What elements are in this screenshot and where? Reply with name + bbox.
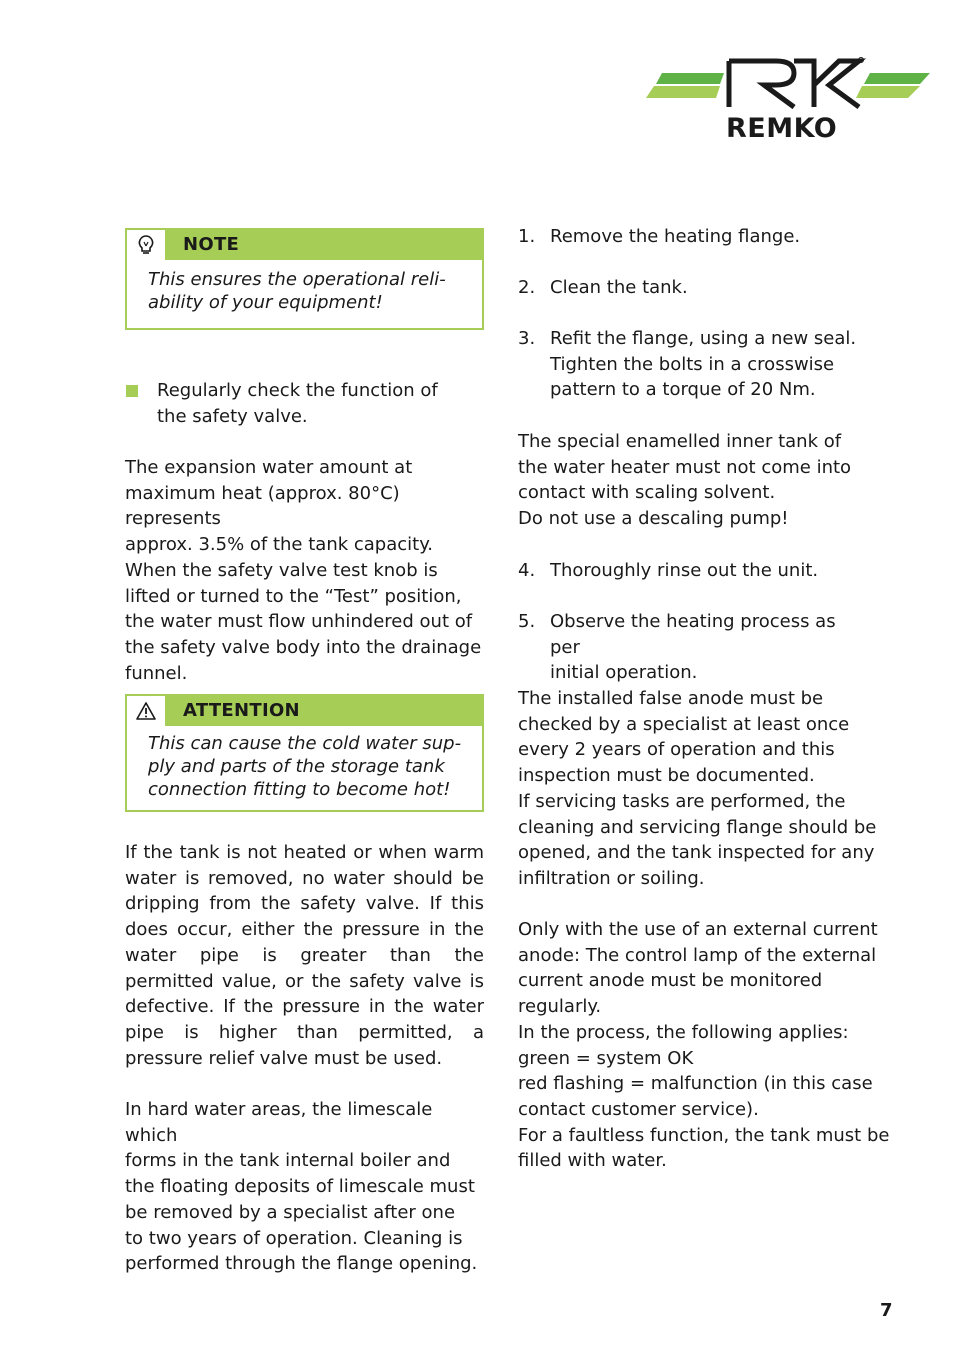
note-box: [125, 228, 484, 330]
page-number: 7: [880, 1300, 893, 1321]
note-text: This ensures the operational reli- ability of your equipment!: [148, 269, 446, 313]
bullet-text: Regularly check the function of the safety valve.: [157, 380, 438, 427]
right-paragraph-1: The special enamelled inner tank of the water heater must not come into contact with scaling solvent. Do not use a descaling pump!: [518, 431, 852, 530]
attention-title: ATTENTION: [183, 700, 300, 721]
left-paragraph-2: If the tank is not heated or when warm water is removed, no water should be dripping from the safety valve. If this does occur, either the pressure in the water pipe is greater than the permitted value, or the safety valve is defective. If the pressure in the water pipe is higher than permitted, a pressure relief valve must be used.: [125, 842, 484, 1069]
lightbulb-icon: [127, 230, 167, 260]
note-header: [127, 230, 482, 260]
step-number: 4.: [518, 560, 536, 581]
bullet-square-icon: [126, 385, 138, 397]
step-text: Remove the heating flange.: [550, 226, 801, 247]
left-paragraph-3: In hard water areas, the limescale which forms in the tank internal boiler and the floating deposits of limescale must be removed by a specialist after one to two years of operation. Cleaning is performed through the flange opening.: [125, 1099, 478, 1275]
step-number: 2.: [518, 277, 536, 298]
note-title: NOTE: [183, 234, 240, 255]
left-paragraph-1: The expansion water amount at maximum heat (approx. 80°C) represents approx. 3.5% of the tank capacity. When the safety valve test knob is lifted or turned to the “Test” position, the water must flow unhindered out of the safety valve body into the drainage funnel.: [125, 457, 482, 684]
remko-logo: [644, 55, 934, 143]
step-number: 3.: [518, 328, 536, 349]
attention-box: [125, 694, 484, 812]
step-number: 1.: [518, 226, 536, 247]
attention-header: [127, 696, 482, 726]
warning-triangle-icon: [127, 696, 167, 726]
step-text: Observe the heating process as per initial operation.: [550, 611, 836, 684]
attention-text: This can cause the cold water sup- ply and parts of the storage tank connection fitting to become hot!: [148, 733, 462, 800]
step-text: Thoroughly rinse out the unit.: [550, 560, 819, 581]
step-text: Refit the flange, using a new seal. Tighten the bolts in a crosswise pattern to a torque of 20 Nm.: [550, 328, 857, 401]
right-paragraph-3: Only with the use of an external current anode: The control lamp of the external current anode must be monitored regularly. In the process, the following applies: green = system OK red flashing = malfunction (in this case contact customer service). For a faultless function, the tank must be filled with water.: [518, 919, 890, 1172]
step-text: Clean the tank.: [550, 277, 688, 298]
remko-wordmark: REMKO: [726, 113, 838, 143]
right-paragraph-2: The installed false anode must be checked by a specialist at least once every 2 years of operation and this inspection must be documented. If servicing tasks are performed, the cleaning and servicing flange should be opened, and the tank inspected for any infiltration or soiling.: [518, 688, 877, 889]
step-number: 5.: [518, 611, 536, 632]
